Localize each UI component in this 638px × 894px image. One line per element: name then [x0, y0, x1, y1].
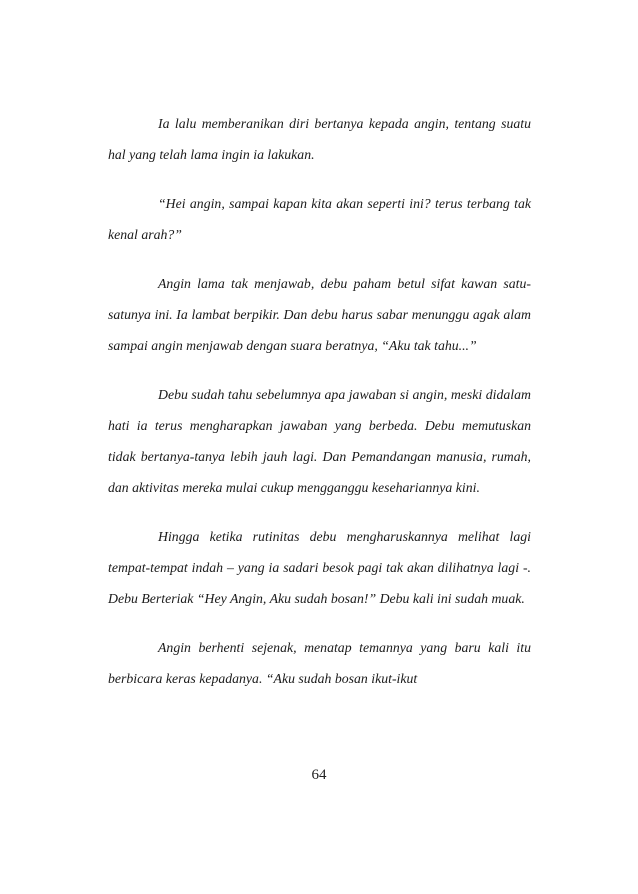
- paragraph-3: Angin lama tak menjawab, debu paham betul sifat kawan satu-satunya ini. Ia lambat berpikir. Dan debu harus sabar menunggu agak alam sampai angin menjawab dengan suara beratnya, “Aku tak tahu...”: [108, 276, 531, 353]
- paragraph-5: Hingga ketika rutinitas debu mengharuskannya melihat lagi tempat-tempat indah – yang ia sadari besok pagi tak akan dilihatnya lagi -. Debu Berteriak “Hey Angin, Aku sudah bosan!” Debu kali ini sudah muak.: [108, 529, 531, 606]
- paragraph-6: Angin berhenti sejenak, menatap temannya yang baru kali itu berbicara keras kepadanya. “Aku sudah bosan ikut-ikut: [108, 640, 531, 686]
- page-body: [108, 108, 531, 712]
- paragraph-4: Debu sudah tahu sebelumnya apa jawaban si angin, meski didalam hati ia terus mengharapkan jawaban yang berbeda. Debu memutuskan tidak bertanya-tanya lebih jauh lagi. Dan Pemandangan manusia, rumah, dan aktivitas mereka mulai cukup mengganggu kesehariannya kini.: [108, 387, 531, 495]
- paragraph-2: “Hei angin, sampai kapan kita akan seperti ini? terus terbang tak kenal arah?”: [108, 196, 531, 242]
- page-number: 64: [311, 767, 327, 783]
- paragraph-1: Ia lalu memberanikan diri bertanya kepada angin, tentang suatu hal yang telah lama ingin ia lakukan.: [108, 116, 531, 162]
